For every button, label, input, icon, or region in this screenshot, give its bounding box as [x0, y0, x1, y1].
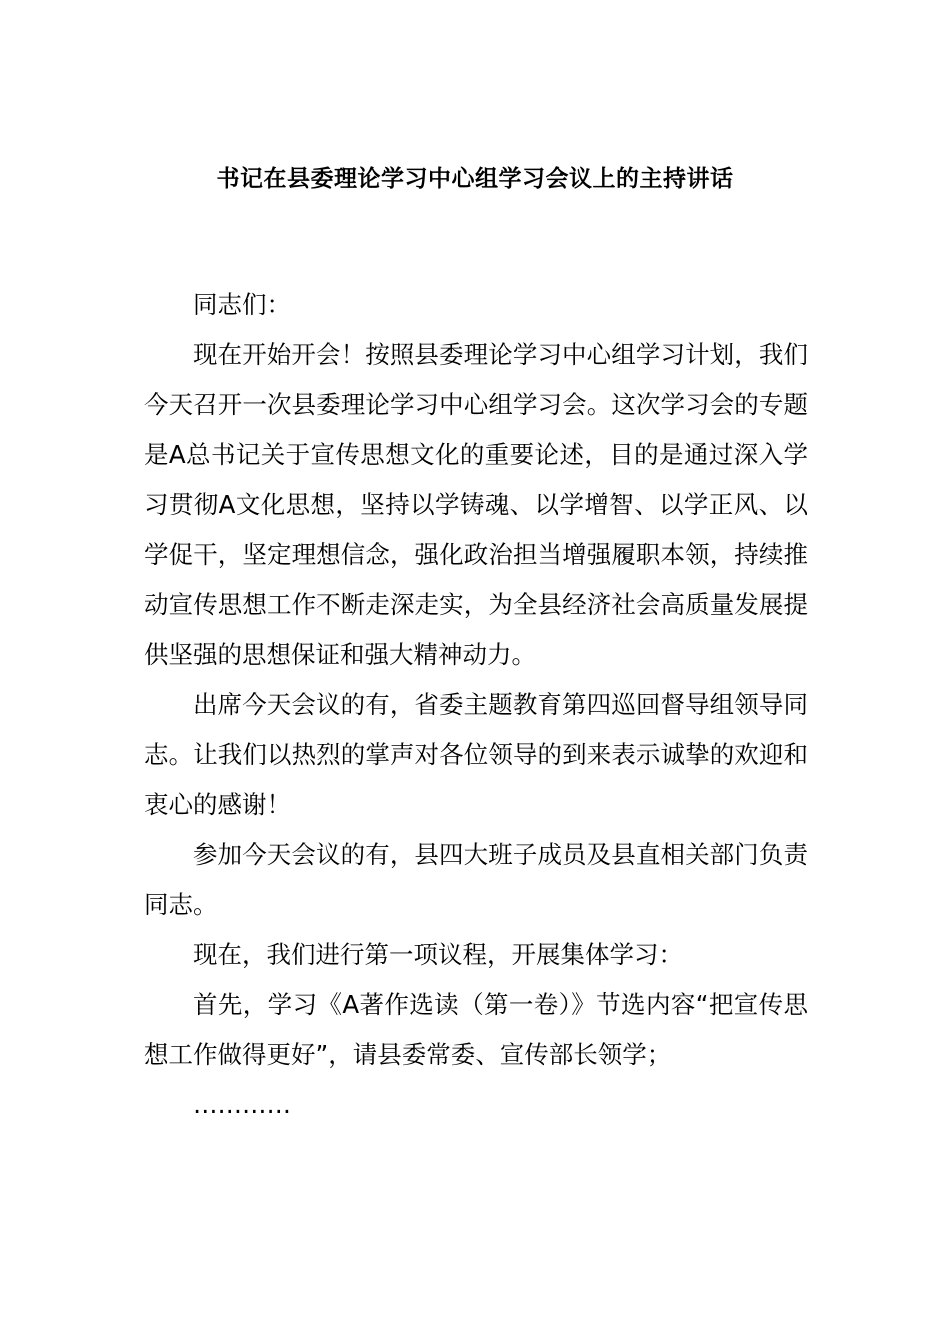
paragraph-attendees-leaders: 出席今天会议的有，省委主题教育第四巡回督导组领导同志。让我们以热烈的掌声对各位领导的到来表示诚挚的欢迎和衷心的感谢！	[144, 690, 808, 819]
document-body	[144, 280, 808, 1130]
paragraph-agenda-first: 现在，我们进行第一项议程，开展集体学习：	[193, 940, 683, 969]
paragraph-opening: 现在开始开会！按照县委理论学习中心组学习计划，我们今天召开一次县委理论学习中心组学习会。这次学习会的专题是A总书记关于宣传思想文化的重要论述，目的是通过深入学习贯彻A文化思想，坚持以学铸魂、以学增智、以学正风、以学促干，坚定理想信念，强化政治担当增强履职本领，持续推动宣传思想工作不断走深走实，为全县经济社会高质量发展提供坚强的思想保证和强大精神动力。	[144, 340, 808, 669]
document-title: 书记在县委理论学习中心组学习会议上的主持讲话	[216, 166, 734, 192]
paragraph-attendees-members: 参加今天会议的有，县四大班子成员及县直相关部门负责同志。	[144, 840, 808, 919]
paragraph-salutation: 同志们：	[193, 290, 291, 319]
paragraph-ellipsis: …………	[193, 1090, 291, 1119]
paragraph-study-first: 首先，学习《A著作选读（第一卷）》节选内容“把宣传思想工作做得更好”，请县委常委、宣传部长领学；	[144, 990, 808, 1069]
